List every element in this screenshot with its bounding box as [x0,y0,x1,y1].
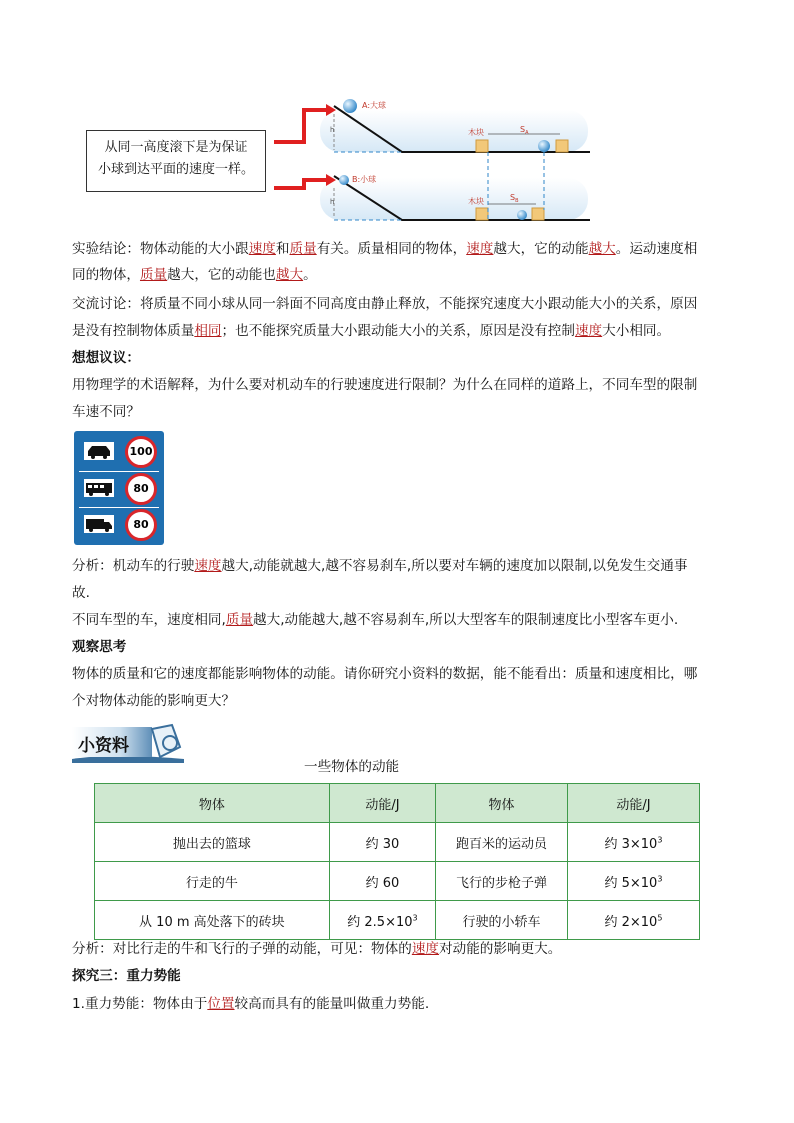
height-label-b: h [330,198,335,206]
header-object-1: 物体 [95,784,330,823]
scene-b-background [320,178,588,220]
discussion-line-2: 是没有控制物体质量相同；也不能探究质量大小跟动能大小的关系，原因是没有控制速度大小相同。 [72,323,671,339]
observe-line-1: 物体的质量和它的速度都能影响物体的动能。请你研究小资料的数据，能不能看出：质量和速度相比，哪 [72,666,698,682]
table-caption: 一些物体的动能 [304,759,400,775]
analysis-line-2: 故. [72,585,90,601]
ball-a-label: A:大球 [362,101,387,110]
table-row: 抛出去的篮球 约 30 跑百米的运动员 约 $3\times 10^3$ [95,823,700,862]
question-line-1: 用物理学的术语解释，为什么要对机动车的行驶速度进行限制？为什么在同样的道路上，不同车型的限制 [72,377,698,393]
ziliao-label: 小资料 [78,736,129,756]
analysis-line-1: 分析：机动车的行驶速度越大,动能就越大,越不容易刹车,所以要对车辆的速度加以限制,以免发生交通事 [72,558,688,574]
limit-80-truck: 80 [125,509,157,541]
truck-icon [83,513,115,535]
bus-icon [83,477,115,499]
sign-row-truck [79,507,159,540]
block-a-label: 木块 [468,128,484,137]
block-b [476,208,488,220]
heading-observe: 观察思考 [72,639,127,655]
discussion-line-1: 交流讨论：将质量不同小球从同一斜面不同高度由静止释放，不能探究速度大小跟动能大小的关系，原因 [72,296,698,312]
heading-explore-3: 探究三：重力势能 [72,968,181,984]
conclusion-line-2: 同的物体，质量越大，它的动能也越大。 [72,267,317,283]
sign-row-car [79,435,159,467]
table-row: 从 10 m 高处落下的砖块 约 $2.5\times 10^3$ 行驶的小轿车 约 $2\times 10^5$ [95,901,700,940]
block-b-label: 木块 [468,197,484,206]
ball-a-end [538,140,550,152]
block-b-moved [532,208,544,220]
analysis-line-3: 不同车型的车，速度相同,质量越大,动能越大,越不容易刹车,所以大型客车的限制速度比小型客车更小. [72,612,679,628]
ball-b-end [517,210,527,220]
ball-a [343,99,357,113]
arrow-b [274,180,326,188]
height-label-a: h [330,126,335,134]
kinetic-energy-table [94,783,700,940]
definition-line: 1.重力势能：物体由于位置较高而具有的能量叫做重力势能. [72,996,430,1012]
header-energy-1: 动能/J [329,784,435,823]
note-line-2: 小球到达平面的速度一样。 [97,162,254,177]
note-box [86,130,266,192]
header-object-2: 物体 [436,784,568,823]
question-line-2: 车速不同？ [72,404,140,420]
block-a [476,140,488,152]
limit-80-bus: 80 [125,473,157,505]
table-row: 行走的牛 约 60 飞行的步枪子弹 约 $5\times 10^3$ [95,862,700,901]
header-energy-2: 动能/J [567,784,699,823]
arrow-a [274,110,326,142]
incline-diagram [270,92,600,232]
ball-b-label: B:小球 [352,175,377,184]
conclusion-line-1: 实验结论：物体动能的大小跟速度和质量有关。质量相同的物体，速度越大，它的动能越大。运动速度相 [72,241,698,257]
ziliao-badge [72,723,184,763]
sa-label: $S_A$ [520,125,529,136]
limit-100: 100 [125,436,157,468]
table-header-row [95,784,700,823]
ball-b [339,175,349,185]
sign-row-bus [79,471,159,504]
speed-limit-sign [74,431,164,545]
heading-think: 想想议议： [72,350,140,366]
observe-line-2: 个对物体动能的影响更大？ [72,693,236,709]
car-icon [83,440,115,462]
sb-label: $S_B$ [510,193,519,204]
block-a-moved [556,140,568,152]
table-analysis: 分析：对比行走的牛和飞行的子弹的动能，可见：物体的速度对动能的影响更大。 [72,941,562,957]
note-line-1: 从同一高度滚下是为保证 [104,140,248,155]
